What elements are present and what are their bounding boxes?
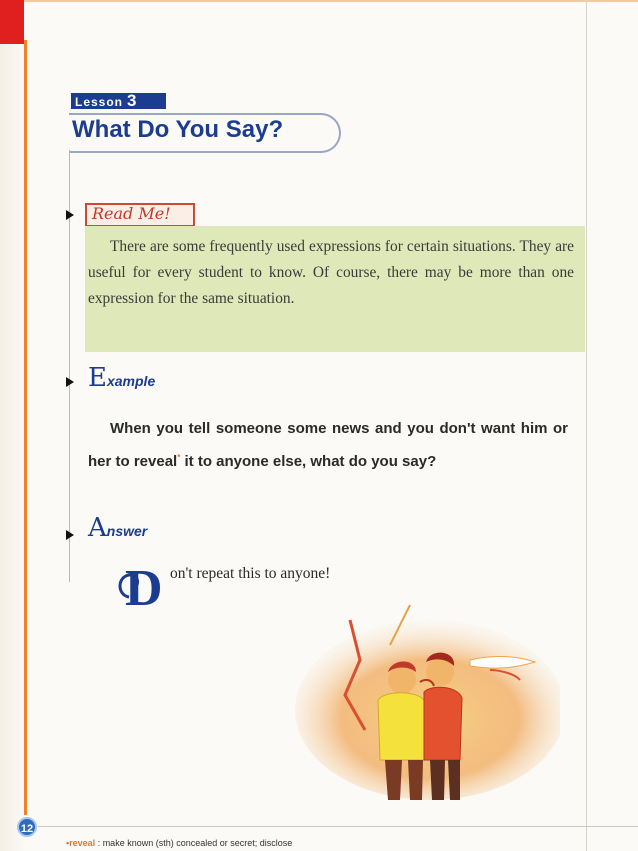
answer-text: on't repeat this to anyone! bbox=[170, 565, 331, 582]
footnote-definition: : make known (sth) concealed or secret; disclose bbox=[95, 838, 293, 848]
example-heading-cap: E bbox=[88, 363, 107, 393]
top-rule bbox=[24, 0, 638, 2]
example-heading-rest: xample bbox=[106, 373, 156, 389]
page-number: 12 bbox=[17, 817, 37, 837]
footnote-term: •reveal bbox=[66, 838, 96, 848]
answer-heading bbox=[88, 513, 147, 543]
lesson-label bbox=[71, 93, 166, 109]
two-people-whispering-illustration bbox=[290, 600, 560, 805]
footer-rule bbox=[38, 826, 638, 827]
footnote-marker: * bbox=[177, 453, 181, 462]
page-edge bbox=[586, 0, 587, 851]
example-text-end: it to anyone else, what do you say? bbox=[180, 453, 437, 470]
drop-cap bbox=[115, 557, 167, 613]
read-me-heading: Read Me! bbox=[92, 204, 171, 223]
example-text bbox=[88, 414, 568, 476]
page-title: What Do You Say? bbox=[72, 116, 284, 143]
answer-heading-cap: A bbox=[88, 513, 107, 543]
example-text-start: When you tell someone some news and you don't want him or her to reveal bbox=[88, 420, 568, 470]
page-margin bbox=[0, 0, 26, 851]
bullet-arrow-icon bbox=[66, 210, 74, 220]
chapter-tab bbox=[0, 0, 24, 44]
lesson-label-text: Lesson bbox=[75, 95, 124, 109]
margin-rule bbox=[24, 40, 27, 815]
example-heading bbox=[88, 363, 155, 393]
bullet-arrow-icon bbox=[66, 377, 74, 387]
answer-heading-rest: nswer bbox=[106, 523, 148, 539]
bullet-arrow-icon bbox=[66, 530, 74, 540]
read-me-text: There are some frequently used expressions for certain situations. They are useful for every student to know. Of course, there may be more than one expression for the same situation. bbox=[88, 238, 574, 307]
footnote bbox=[66, 838, 292, 848]
lesson-number: 3 bbox=[127, 91, 138, 110]
drop-cap-letter: D bbox=[125, 560, 163, 613]
